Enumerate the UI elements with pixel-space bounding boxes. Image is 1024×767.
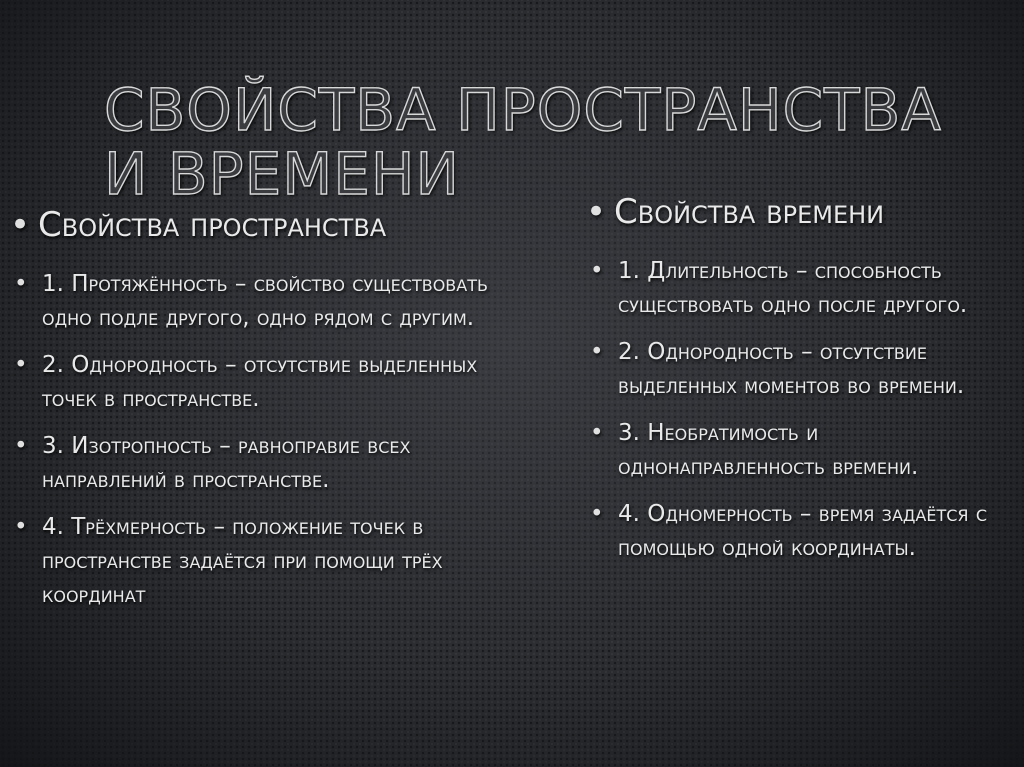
item-text: 2. Однородность – отсутствие выделенных моментов во времени. — [618, 339, 965, 399]
list-item — [586, 254, 1018, 322]
bullet-icon: • — [14, 514, 28, 540]
list-item — [10, 348, 510, 416]
time-properties-list — [586, 192, 1018, 578]
list-item — [10, 267, 510, 335]
bullet-icon: • — [590, 501, 604, 527]
list-item — [10, 429, 510, 497]
bullet-icon: • — [590, 258, 604, 284]
item-text: 4. Одномерность – время задаётся с помощью одной координаты. — [618, 501, 987, 561]
heading-text: Свойства пространства — [38, 205, 387, 245]
list-item — [586, 416, 1018, 484]
space-properties-heading — [10, 205, 510, 245]
list-item — [10, 510, 510, 612]
item-text: 3. Необратимость и однонаправленность времени. — [618, 420, 919, 480]
item-text: 1. Длительность – способность существовать одно после другого. — [618, 258, 968, 318]
item-text: 3. Изотропность – равноправие всех направлений в пространстве. — [42, 433, 411, 493]
space-properties-list — [10, 205, 510, 625]
bullet-icon: • — [14, 433, 28, 459]
list-item — [586, 497, 1018, 565]
bullet-icon: • — [590, 339, 604, 365]
list-item — [586, 335, 1018, 403]
bullet-icon: • — [14, 352, 28, 378]
item-text: 2. Однородность – отсутствие выделенных точек в пространстве. — [42, 352, 478, 412]
time-properties-heading — [586, 192, 1018, 232]
bullet-icon: • — [586, 192, 607, 232]
item-text: 1. Протяжённость – свойство существовать одно подле другого, одно рядом с другим. — [42, 271, 488, 331]
bullet-icon: • — [590, 420, 604, 446]
bullet-icon: • — [14, 271, 28, 297]
heading-text: Свойства времени — [614, 192, 885, 232]
bullet-icon: • — [10, 205, 31, 245]
slide-title: СВОЙСТВА ПРОСТРАНСТВА И ВРЕМЕНИ — [104, 76, 942, 208]
item-text: 4. Трёхмерность – положение точек в пространстве задаётся при помощи трёх координат — [42, 514, 443, 608]
